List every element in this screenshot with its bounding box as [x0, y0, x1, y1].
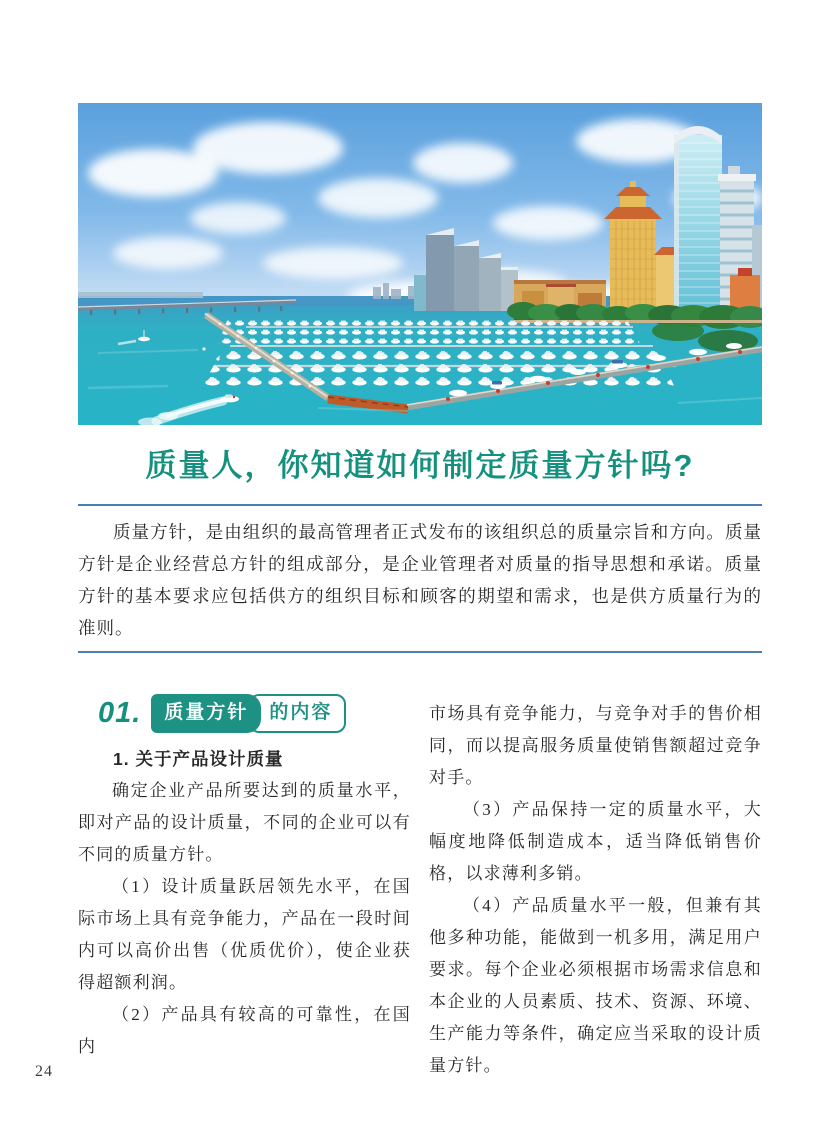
section-badge-outline: 的内容: [249, 694, 346, 733]
article-title: 质量人，你知道如何制定质量方针吗?: [145, 448, 695, 483]
page-number: 24: [35, 1063, 53, 1080]
intro-paragraph: 质量方针，是由组织的最高管理者正式发布的该组织总的质量宗旨和方向。质量方针是企业经营总方针的组成部分，是企业管理者对质量的指导思想和承诺。质量方针的基本要求应包括供方的组织目标和顾客的期望和需求，也是供方质量行为的准则。: [78, 522, 762, 638]
hero-photo: [78, 103, 762, 425]
left-column: [78, 695, 411, 1082]
hero-photo-scene: [78, 103, 762, 425]
glass-tower: [674, 126, 722, 311]
divider-top: [78, 504, 762, 506]
section-number: 01.: [98, 697, 142, 729]
body-columns: [78, 695, 762, 1082]
body-paragraph: （2）产品具有较高的可靠性，在国内: [78, 1005, 411, 1056]
subsection-heading: 1. 关于产品设计质量: [113, 749, 284, 769]
divider-bottom: [78, 651, 762, 653]
body-paragraph: 市场具有竞争能力，与竞争对手的售价相同，而以提高服务质量使销售额超过竞争对手。: [429, 704, 762, 787]
body-paragraph: 确定企业产品所要达到的质量水平，即对产品的设计质量，不同的企业可以有不同的质量方针。: [78, 781, 411, 864]
section-heading: [98, 695, 411, 731]
section-badge-filled: 质量方针: [151, 694, 261, 733]
marina-boats: [200, 318, 676, 390]
page-content: [78, 103, 762, 1082]
right-column: [429, 695, 762, 1082]
body-paragraph: （3）产品保持一定的质量水平，大幅度地降低制造成本，适当降低销售价格，以求薄利多销。: [429, 800, 762, 883]
body-paragraph: （4）产品质量水平一般，但兼有其他多种功能，能做到一机多用，满足用户要求。每个企业必须根据市场需求信息和本企业的人员素质、技术、资源、环境、生产能力等条件，确定应当采取的设计质量方针。: [429, 896, 762, 1075]
body-paragraph: （1）设计质量跃居领先水平，在国际市场上具有竞争能力，产品在一段时间内可以高价出售（优质优价），使企业获得超额利润。: [78, 877, 411, 992]
